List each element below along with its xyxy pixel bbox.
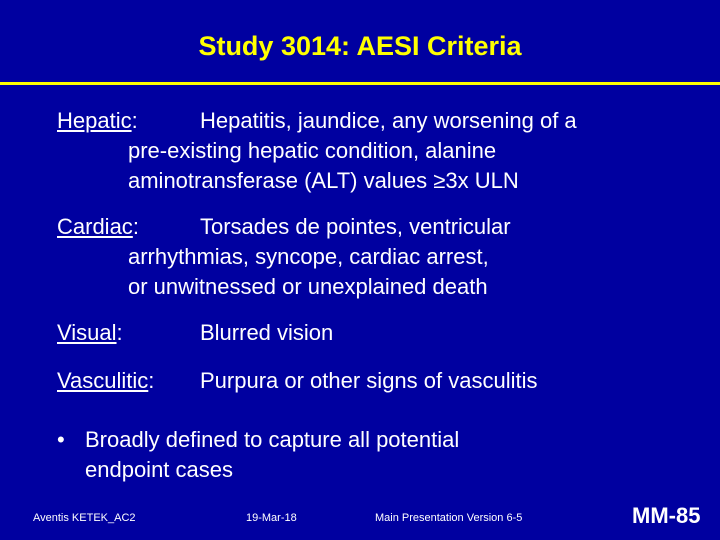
criterion-hepatic: Hepatic: Hepatitis, jaundice, any worsening of a pre-existing hepatic condition, alanine aminotransferase (ALT) values ≥3x ULN xyxy=(57,106,697,196)
criterion-text: Torsades de pointes, ventricular xyxy=(200,214,511,239)
footer-version: Main Presentation Version 6-5 xyxy=(375,512,523,524)
slide-title: Study 3014: AESI Criteria xyxy=(198,31,522,61)
footer-presentation-id: Aventis KETEK_AC2 xyxy=(33,512,136,524)
bullet-text-line: endpoint cases xyxy=(85,457,233,482)
criterion-visual: Visual: Blurred vision xyxy=(57,320,334,345)
criterion-text-continued: arrhythmias, syncope, cardiac arrest, xyxy=(128,244,489,269)
criterion-label: Hepatic xyxy=(57,108,132,133)
title-divider xyxy=(0,82,720,85)
slide-number: MM-85 xyxy=(632,503,701,528)
criterion-vasculitic: Vasculitic: Purpura or other signs of vasculitis xyxy=(57,368,538,393)
criterion-cardiac: Cardiac: Torsades de pointes, ventricular arrhythmias, syncope, cardiac arrest, or unwitnessed or unexplained death xyxy=(57,212,697,302)
criterion-text-continued: pre-existing hepatic condition, alanine xyxy=(128,138,497,163)
criterion-label: Visual xyxy=(57,320,117,345)
criterion-text: Purpura or other signs of vasculitis xyxy=(200,368,538,393)
footer-date: 19-Mar-18 xyxy=(246,512,297,524)
bullet-point xyxy=(57,425,677,485)
criterion-label: Vasculitic xyxy=(57,368,149,393)
criterion-text: Hepatitis, jaundice, any worsening of a xyxy=(200,108,577,133)
bullet-dot-icon: • xyxy=(57,427,65,452)
criterion-label: Cardiac xyxy=(57,214,133,239)
bullet-text-line: Broadly defined to capture all potential xyxy=(85,427,460,452)
criterion-text-continued: aminotransferase (ALT) values ≥3x ULN xyxy=(128,168,519,193)
criterion-text-continued: or unwitnessed or unexplained death xyxy=(128,274,488,299)
criterion-text: Blurred vision xyxy=(200,320,334,345)
